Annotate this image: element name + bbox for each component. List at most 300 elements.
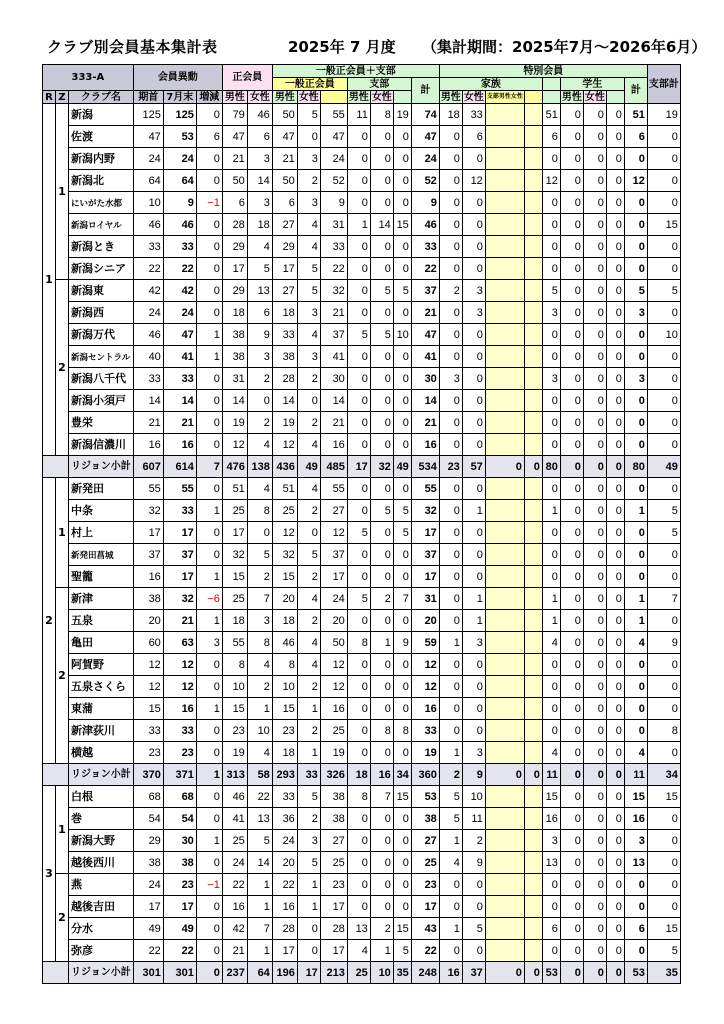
cell-value: 0 <box>606 280 624 302</box>
cell-value: 24 <box>222 852 247 874</box>
cell-value: 2 <box>462 830 485 852</box>
cell-value: 0 <box>647 610 680 632</box>
cell-value: 0 <box>647 170 680 192</box>
cell-value: 17 <box>222 522 247 544</box>
cell-value: 33 <box>133 368 163 390</box>
cell-value: 0 <box>524 962 542 984</box>
cell-value: 0 <box>647 236 680 258</box>
cell-value: 8 <box>370 720 393 742</box>
cell-value: 0 <box>583 214 606 236</box>
cell-value: 370 <box>133 764 163 786</box>
cell-value: 0 <box>347 390 370 412</box>
cell-value: 0 <box>347 170 370 192</box>
cell-value: 15 <box>624 786 647 808</box>
cell-value: 0 <box>439 478 462 500</box>
cell-value <box>524 280 542 302</box>
cell-value: 0 <box>439 676 462 698</box>
cell-value: 5 <box>393 522 411 544</box>
subtotal-row <box>43 456 681 478</box>
cell-value: 49 <box>297 456 320 478</box>
cell-value: 2 <box>247 676 272 698</box>
cell-value: 0 <box>196 962 222 984</box>
cell-value: 2 <box>297 368 320 390</box>
cell-value: 3 <box>247 346 272 368</box>
cell-value: 0 <box>347 478 370 500</box>
cell-value: 0 <box>542 676 560 698</box>
cell-value <box>524 434 542 456</box>
subtotal-label: リジョン小計 <box>69 962 134 984</box>
cell-value: 30 <box>163 830 196 852</box>
cell-value: 0 <box>370 896 393 918</box>
cell-value: 47 <box>222 126 247 148</box>
cell-value: 37 <box>462 962 485 984</box>
club-name: 新発田菖城 <box>69 544 134 566</box>
cell-value: 32 <box>133 500 163 522</box>
cell-value: 5 <box>393 500 411 522</box>
cell-value: 3 <box>297 148 320 170</box>
cell-value: 4 <box>297 654 320 676</box>
cell-value: 0 <box>583 830 606 852</box>
table-row <box>43 148 681 170</box>
cell-value: 0 <box>370 610 393 632</box>
cell-value: 0 <box>583 588 606 610</box>
cell-value: 0 <box>560 390 583 412</box>
club-name: 新潟大野 <box>69 830 134 852</box>
cell-value: 0 <box>542 896 560 918</box>
cell-value <box>485 258 524 280</box>
cell-value: 9 <box>647 632 680 654</box>
cell-value: 0 <box>297 522 320 544</box>
cell-value: 43 <box>411 918 439 940</box>
cell-value: 23 <box>272 720 297 742</box>
cell-value: 0 <box>560 940 583 962</box>
cell-value: 37 <box>133 544 163 566</box>
branch-mf-header: 支部男性女性 <box>485 91 524 104</box>
cell-value: 0 <box>196 170 222 192</box>
cell-value <box>485 126 524 148</box>
cell-value: 42 <box>163 280 196 302</box>
cell-value: 248 <box>411 962 439 984</box>
cell-value: 10 <box>462 786 485 808</box>
cell-value: 1 <box>297 896 320 918</box>
cell-value: 33 <box>163 500 196 522</box>
cell-value: 0 <box>370 434 393 456</box>
cell-value: 14 <box>272 390 297 412</box>
cell-value: 14 <box>163 390 196 412</box>
cell-value: 41 <box>320 346 347 368</box>
cell-value: 5 <box>370 324 393 346</box>
cell-value <box>485 368 524 390</box>
female-header: 女性 <box>584 91 605 103</box>
cell-value: 0 <box>439 588 462 610</box>
cell-value: 0 <box>196 390 222 412</box>
subtotal-label: リジョン小計 <box>69 764 134 786</box>
cell-value: 0 <box>647 192 680 214</box>
r-header: R <box>43 91 56 104</box>
cell-value: 0 <box>347 896 370 918</box>
cell-value: 0 <box>560 742 583 764</box>
cell-value: 0 <box>370 412 393 434</box>
cell-value: 10 <box>370 962 393 984</box>
cell-value: 31 <box>222 368 247 390</box>
club-name: 新潟 <box>69 104 134 126</box>
cell-value: 0 <box>606 962 624 984</box>
cell-value: 28 <box>222 214 247 236</box>
cell-value: 0 <box>393 830 411 852</box>
cell-value: 0 <box>606 302 624 324</box>
table-row <box>43 918 681 940</box>
club-name: 白根 <box>69 786 134 808</box>
cell-value: 0 <box>583 654 606 676</box>
cell-value: 6 <box>542 126 560 148</box>
cell-value: 0 <box>624 478 647 500</box>
cell-value: 0 <box>196 258 222 280</box>
cell-value <box>485 412 524 434</box>
cell-value: 0 <box>439 720 462 742</box>
cell-value: 3 <box>439 368 462 390</box>
cell-value: 29 <box>222 236 247 258</box>
cell-value: 0 <box>560 896 583 918</box>
cell-value <box>524 126 542 148</box>
cell-value: 0 <box>542 236 560 258</box>
cell-value: 12 <box>222 434 247 456</box>
cell-value: 0 <box>370 192 393 214</box>
cell-value: 22 <box>222 874 247 896</box>
club-name: 阿賀野 <box>69 654 134 676</box>
cell-value: 0 <box>347 434 370 456</box>
cell-value: 0 <box>647 742 680 764</box>
cell-value: 5 <box>624 280 647 302</box>
cell-value: 38 <box>320 808 347 830</box>
cell-value: 0 <box>583 632 606 654</box>
cell-value: 1 <box>196 698 222 720</box>
cell-value: 12 <box>411 676 439 698</box>
cell-value: 0 <box>462 258 485 280</box>
cell-value <box>524 412 542 434</box>
cell-value: 0 <box>606 192 624 214</box>
table-row <box>43 214 681 236</box>
cell-value: 293 <box>272 764 297 786</box>
cell-value: 51 <box>542 104 560 126</box>
cell-value: 22 <box>320 258 347 280</box>
cell-value <box>524 236 542 258</box>
cell-value: 0 <box>560 676 583 698</box>
cell-value: 0 <box>393 126 411 148</box>
cell-value: 0 <box>370 236 393 258</box>
cell-value: 0 <box>606 786 624 808</box>
cell-value: 24 <box>320 588 347 610</box>
cell-value: 5 <box>647 500 680 522</box>
cell-value: 0 <box>606 478 624 500</box>
cell-value: 55 <box>320 478 347 500</box>
cell-value: 29 <box>222 280 247 302</box>
cell-value: 0 <box>462 192 485 214</box>
cell-value: 47 <box>320 126 347 148</box>
cell-value <box>524 808 542 830</box>
cell-value: 16 <box>624 808 647 830</box>
cell-value: 1 <box>624 500 647 522</box>
cell-value: 34 <box>647 764 680 786</box>
cell-value: 0 <box>370 742 393 764</box>
cell-value: 11 <box>462 808 485 830</box>
cell-value: 38 <box>133 588 163 610</box>
cell-value: 5 <box>370 280 393 302</box>
cell-value <box>485 566 524 588</box>
cell-value: 0 <box>647 126 680 148</box>
cell-value: 0 <box>542 940 560 962</box>
cell-value <box>485 214 524 236</box>
cell-value: 0 <box>624 412 647 434</box>
cell-value: 1 <box>462 610 485 632</box>
cell-value: 0 <box>583 302 606 324</box>
cell-value: 0 <box>583 676 606 698</box>
cell-value: 0 <box>647 302 680 324</box>
cell-value: 0 <box>462 676 485 698</box>
cell-value: 0 <box>247 522 272 544</box>
cell-value: 37 <box>163 544 196 566</box>
branch-header: 支部 <box>347 78 411 91</box>
cell-value: 0 <box>196 478 222 500</box>
cell-value: −1 <box>196 874 222 896</box>
cell-value: 19 <box>222 742 247 764</box>
cell-value <box>524 676 542 698</box>
cell-value: 1 <box>439 632 462 654</box>
cell-value: 0 <box>560 764 583 786</box>
cell-value: 55 <box>411 478 439 500</box>
cell-value: 0 <box>196 940 222 962</box>
cell-value: 21 <box>320 302 347 324</box>
cell-value: 0 <box>393 610 411 632</box>
cell-value: 50 <box>272 104 297 126</box>
cell-value <box>524 478 542 500</box>
cell-value: 0 <box>393 412 411 434</box>
cell-value: 1 <box>247 874 272 896</box>
cell-value: 125 <box>163 104 196 126</box>
cell-value: 25 <box>222 830 247 852</box>
cell-value: 4 <box>297 632 320 654</box>
cell-value: 0 <box>393 302 411 324</box>
branch-total-header: 支部計 <box>647 65 680 104</box>
cell-value: 0 <box>606 170 624 192</box>
cell-value: 0 <box>347 874 370 896</box>
cell-value: 5 <box>297 104 320 126</box>
cell-value: 0 <box>439 148 462 170</box>
region-label: 3 <box>43 786 56 962</box>
table-row <box>43 676 681 698</box>
table-row <box>43 302 681 324</box>
cell-value: 0 <box>196 280 222 302</box>
cell-value <box>485 324 524 346</box>
cell-value: 12 <box>272 434 297 456</box>
cell-value <box>524 742 542 764</box>
subtotal-label: リジョン小計 <box>69 456 134 478</box>
cell-value: 23 <box>163 742 196 764</box>
cell-value: 0 <box>393 170 411 192</box>
cell-value: 58 <box>247 764 272 786</box>
cell-value <box>485 786 524 808</box>
cell-value: 15 <box>272 698 297 720</box>
cell-value: 3 <box>462 742 485 764</box>
cell-value: 5 <box>393 940 411 962</box>
cell-value: 0 <box>583 368 606 390</box>
cell-value: 0 <box>624 896 647 918</box>
cell-value: 1 <box>196 764 222 786</box>
cell-value: 0 <box>347 808 370 830</box>
club-name: 聖籠 <box>69 566 134 588</box>
cell-value: 0 <box>439 214 462 236</box>
cell-value: 11 <box>347 104 370 126</box>
cell-value: 25 <box>411 852 439 874</box>
cell-value: 9 <box>247 324 272 346</box>
cell-value: 0 <box>347 566 370 588</box>
cell-value: 0 <box>462 324 485 346</box>
cell-value <box>485 742 524 764</box>
cell-value: 0 <box>347 698 370 720</box>
july-end-header: 7月末 <box>163 91 196 104</box>
cell-value: 5 <box>347 588 370 610</box>
cell-value: 0 <box>485 962 524 984</box>
cell-value: 8 <box>370 104 393 126</box>
cell-value: 25 <box>272 500 297 522</box>
cell-value: 12 <box>624 170 647 192</box>
table-body <box>43 104 681 984</box>
cell-value: 10 <box>222 676 247 698</box>
cell-value: 0 <box>462 874 485 896</box>
cell-value <box>524 852 542 874</box>
cell-value: 3 <box>542 830 560 852</box>
cell-value <box>485 478 524 500</box>
club-name: 亀田 <box>69 632 134 654</box>
cell-value: 5 <box>297 786 320 808</box>
cell-value: 33 <box>411 236 439 258</box>
table-row <box>43 852 681 874</box>
cell-value: 33 <box>272 786 297 808</box>
cell-value: 0 <box>439 874 462 896</box>
cell-value <box>524 104 542 126</box>
cell-value: 9 <box>393 632 411 654</box>
cell-value: 2 <box>297 566 320 588</box>
cell-value: 0 <box>647 478 680 500</box>
cell-value: 0 <box>347 676 370 698</box>
cell-value: 23 <box>439 456 462 478</box>
cell-value: 12 <box>542 170 560 192</box>
cell-value: 22 <box>272 874 297 896</box>
cell-value: 6 <box>247 302 272 324</box>
cell-value: 1 <box>624 610 647 632</box>
cell-value: 0 <box>393 148 411 170</box>
cell-value: 3 <box>624 368 647 390</box>
cell-value: 33 <box>297 764 320 786</box>
cell-value: 0 <box>624 544 647 566</box>
cell-value: 0 <box>542 874 560 896</box>
cell-value: 0 <box>439 258 462 280</box>
cell-value: 21 <box>222 148 247 170</box>
cell-value: 313 <box>222 764 247 786</box>
cell-value: 0 <box>393 874 411 896</box>
cell-value: 0 <box>560 522 583 544</box>
cell-value: 5 <box>439 786 462 808</box>
table-row <box>43 170 681 192</box>
cell-value: 32 <box>320 280 347 302</box>
cell-value: 0 <box>624 654 647 676</box>
cell-value: 37 <box>320 324 347 346</box>
cell-value: 46 <box>133 324 163 346</box>
cell-value: 0 <box>606 434 624 456</box>
zone-label: 1 <box>56 104 69 280</box>
cell-value: 27 <box>272 280 297 302</box>
cell-value: 0 <box>624 434 647 456</box>
cell-value: 0 <box>606 654 624 676</box>
cell-value: 24 <box>133 874 163 896</box>
cell-value: 20 <box>272 852 297 874</box>
cell-value <box>485 434 524 456</box>
cell-value: 14 <box>411 390 439 412</box>
cell-value: 3 <box>462 280 485 302</box>
cell-value: 57 <box>462 456 485 478</box>
cell-value: 0 <box>560 478 583 500</box>
cell-value: 21 <box>411 302 439 324</box>
cell-value: 0 <box>542 258 560 280</box>
cell-value: 326 <box>320 764 347 786</box>
cell-value: 15 <box>133 698 163 720</box>
cell-value: 0 <box>439 940 462 962</box>
cell-value: 19 <box>393 104 411 126</box>
cell-value: 4 <box>624 742 647 764</box>
cell-value: 3 <box>542 302 560 324</box>
cell-value: 50 <box>272 170 297 192</box>
cell-value: 3 <box>462 302 485 324</box>
cell-value: 0 <box>347 412 370 434</box>
cell-value: 52 <box>411 170 439 192</box>
cell-value: 68 <box>133 786 163 808</box>
club-name: 東蒲 <box>69 698 134 720</box>
table-row <box>43 500 681 522</box>
club-name: 弥彦 <box>69 940 134 962</box>
cell-value: 33 <box>163 368 196 390</box>
cell-value: 0 <box>196 676 222 698</box>
cell-value: 436 <box>272 456 297 478</box>
cell-value: 0 <box>347 236 370 258</box>
cell-value: 0 <box>542 478 560 500</box>
cell-value <box>524 830 542 852</box>
cell-value: 0 <box>196 786 222 808</box>
cell-value: 0 <box>560 918 583 940</box>
cell-value: 0 <box>462 522 485 544</box>
cell-value: 20 <box>133 610 163 632</box>
cell-value: 49 <box>163 918 196 940</box>
cell-value <box>485 654 524 676</box>
cell-value: 0 <box>624 192 647 214</box>
cell-value: 19 <box>647 104 680 126</box>
cell-value: 0 <box>196 852 222 874</box>
cell-value: 24 <box>163 148 196 170</box>
cell-value: 2 <box>297 500 320 522</box>
cell-value: 0 <box>606 676 624 698</box>
cell-value: 22 <box>411 940 439 962</box>
cell-value: 12 <box>320 676 347 698</box>
cell-value: 0 <box>606 324 624 346</box>
cell-value: 23 <box>320 874 347 896</box>
cell-value: 28 <box>272 918 297 940</box>
cell-value: 17 <box>411 522 439 544</box>
table-row <box>43 610 681 632</box>
cell-value: 0 <box>583 764 606 786</box>
cell-value: 30 <box>411 368 439 390</box>
cell-value: 33 <box>163 236 196 258</box>
cell-value: 0 <box>196 302 222 324</box>
cell-value: 0 <box>439 896 462 918</box>
cell-value: 55 <box>163 478 196 500</box>
